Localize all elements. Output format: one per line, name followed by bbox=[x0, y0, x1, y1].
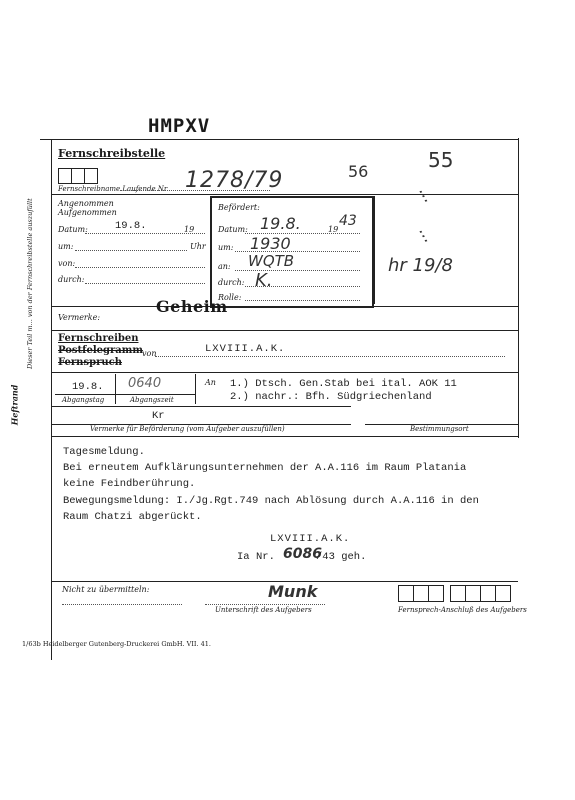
body-line-4: Bewegungsmeldung: I./Jg.Rgt.749 nach Ablösung durch A.A.116 in den bbox=[63, 495, 479, 507]
received-label-1: Angenommen bbox=[58, 199, 114, 208]
phone-box-1 bbox=[398, 585, 414, 602]
dispatch-time-value: 0640 bbox=[128, 376, 162, 391]
bestimmungsort-label: Bestimmungsort bbox=[410, 425, 469, 433]
forwarded-durch-label: durch: bbox=[218, 278, 245, 287]
phone-box-4 bbox=[450, 585, 466, 602]
teletype-name-box-3 bbox=[84, 168, 98, 184]
body-line-2: Bei erneutem Aufklärungsunternehmen der A.A.116 im Raum Platania bbox=[63, 462, 467, 474]
sig-nr-value: 6086 bbox=[283, 546, 322, 562]
phone-box-5 bbox=[465, 585, 481, 602]
received-um-label: um: bbox=[58, 242, 74, 251]
received-date-value: 19.8. bbox=[115, 220, 147, 232]
printer-imprint: 1/63b Heidelberger Gutenberg-Druckerei GmbH. VII. 41. bbox=[22, 640, 211, 648]
running-number: 1278/79 bbox=[185, 168, 284, 193]
forwarded-label: Befördert: bbox=[218, 203, 260, 212]
forwarded-rolle-label: Rolle: bbox=[218, 293, 242, 302]
heftrand-label: Heftrand bbox=[9, 384, 20, 426]
forwarded-year-prefix: 19 bbox=[328, 225, 339, 234]
received-durch-label: durch: bbox=[58, 275, 85, 284]
sig-ia-prefix: Ia bbox=[237, 551, 250, 563]
type-fernschreiben: Fernschreiben bbox=[58, 333, 139, 344]
phone-label: Fernsprech-Anschluß des Aufgebers bbox=[398, 606, 527, 614]
sig-nr-label: Nr. bbox=[256, 551, 275, 563]
phone-box-7 bbox=[495, 585, 511, 602]
forwarded-an-value: WQTB bbox=[248, 252, 295, 270]
phone-box-2 bbox=[413, 585, 429, 602]
right-note-1: 55 bbox=[428, 148, 454, 172]
received-date-label: Datum: bbox=[58, 225, 88, 234]
inner-margin-label: Dieser Teil m... von der Fernschreibstelle auszufüllt bbox=[26, 198, 34, 369]
page-number-hand: 56 bbox=[348, 162, 369, 181]
received-year-label: 19 bbox=[184, 225, 195, 234]
form-title: Fernschreibstelle bbox=[58, 147, 166, 160]
archive-stamp: HMPXV bbox=[148, 115, 211, 137]
received-label-2: Aufgenommen bbox=[58, 208, 117, 217]
sig-suffix: /43 geh. bbox=[316, 551, 367, 563]
kr-code: Kr bbox=[152, 410, 165, 422]
received-uhr-label: Uhr bbox=[190, 242, 206, 251]
vermerke-label: Vermerke: bbox=[58, 313, 101, 322]
recipient-1: 1.) Dtsch. Gen.Stab bei ital. AOK 11 bbox=[230, 378, 457, 390]
forwarded-durch-value: K. bbox=[255, 270, 273, 291]
forwarded-year-value: 43 bbox=[339, 213, 357, 229]
forwarded-date-value: 19.8. bbox=[260, 214, 301, 233]
sig-unit: LXVIII.A.K. bbox=[270, 533, 351, 545]
right-note-4: hr 19/8 bbox=[388, 255, 453, 276]
type-von-label: von bbox=[142, 349, 157, 358]
forwarded-um-label: um: bbox=[218, 243, 234, 252]
forwarded-um-value: 1930 bbox=[250, 234, 291, 253]
form-top-border bbox=[40, 139, 518, 140]
body-line-3: keine Feindberührung. bbox=[63, 478, 196, 490]
sender-name: LXVIII.A.K. bbox=[205, 343, 286, 355]
dispatch-day-value: 19.8. bbox=[72, 381, 104, 393]
right-note-3: ... bbox=[415, 223, 440, 246]
body-line-1: Tagesmeldung. bbox=[63, 446, 145, 458]
secret-stamp: Geheim bbox=[156, 297, 228, 316]
sender-signature: Munk bbox=[268, 582, 318, 601]
dispatch-day-label: Abgangstag bbox=[62, 396, 105, 404]
form-left-border bbox=[51, 140, 52, 660]
phone-box-6 bbox=[480, 585, 496, 602]
recipient-2: 2.) nachr.: Bfh. Südgriechenland bbox=[230, 391, 432, 403]
teletype-name-box-1 bbox=[58, 168, 72, 184]
forwarded-date-label: Datum: bbox=[218, 225, 248, 234]
dispatch-time-label: Abgangszeit bbox=[130, 396, 174, 404]
forwarded-an-label: an: bbox=[218, 262, 231, 271]
not-transmit-label: Nicht zu übermitteln: bbox=[62, 585, 150, 594]
signature-label: Unterschrift des Aufgebers bbox=[215, 606, 312, 614]
body-line-5: Raum Chatzi abgerückt. bbox=[63, 511, 202, 523]
vermerke-befoerderung-label: Vermerke für Beförderung (vom Aufgeber auszufüllen) bbox=[90, 425, 285, 433]
type-postfelegramm: Postfelegramm bbox=[58, 345, 143, 356]
phone-box-3 bbox=[428, 585, 444, 602]
dispatch-an-label: An bbox=[205, 378, 216, 387]
received-von-label: von: bbox=[58, 259, 76, 268]
type-fernspruch: Fernspruch bbox=[58, 357, 122, 368]
teletype-name-box-2 bbox=[71, 168, 85, 184]
teletype-name-label: Fernschreibname Laufende Nr. bbox=[58, 185, 169, 193]
right-note-2: ... bbox=[415, 183, 440, 206]
